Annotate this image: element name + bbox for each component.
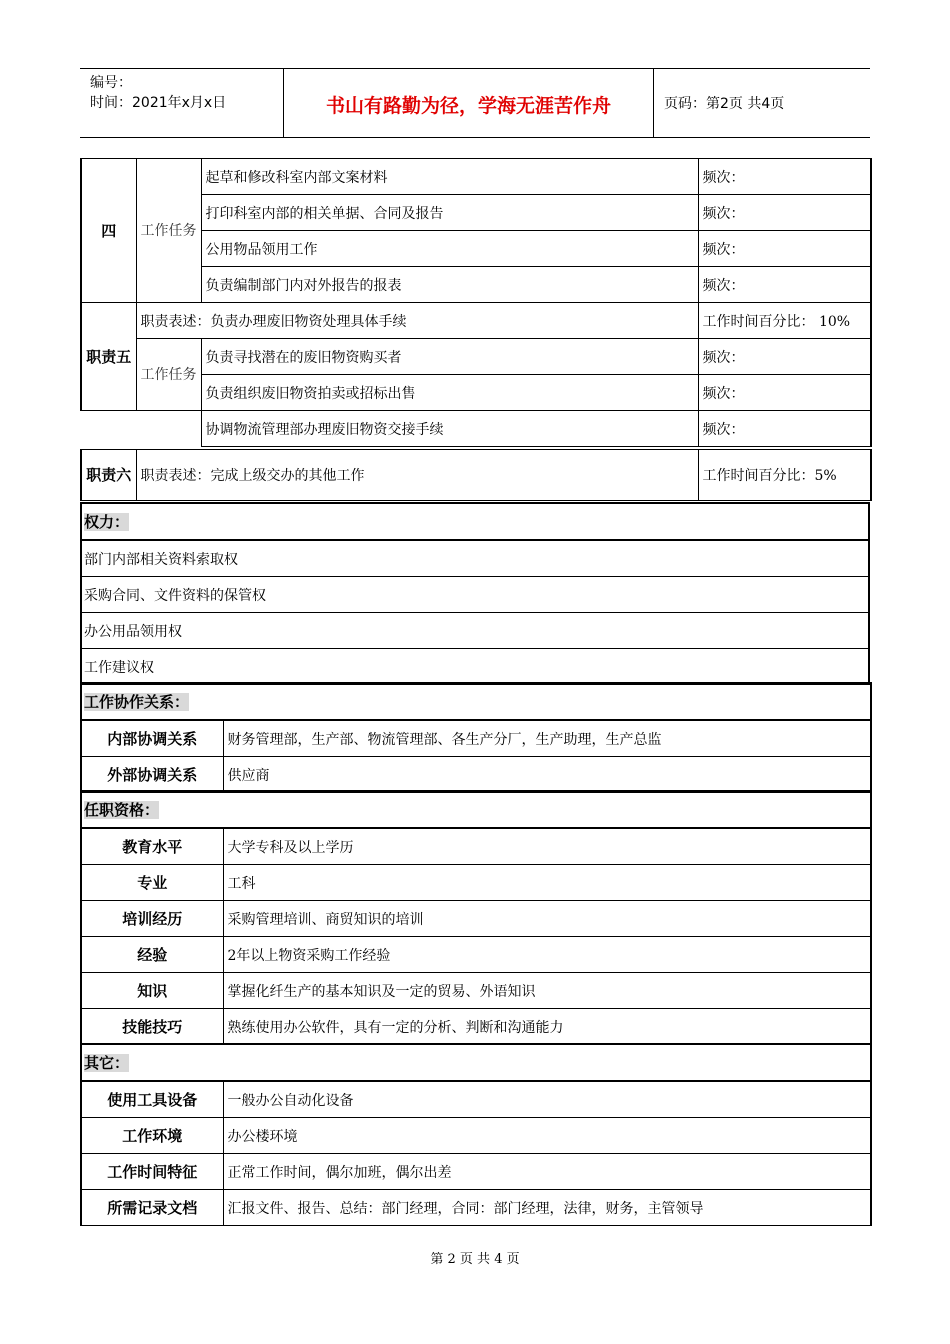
- section-title: 任职资格：: [84, 801, 160, 819]
- header-motto: 书山有路勤为径，学海无涯苦作舟: [325, 95, 611, 117]
- section-header: [81, 1044, 871, 1081]
- field-value: 采购管理培训、商贸知识的培训: [223, 901, 871, 937]
- task-frequency: 频次：: [698, 339, 871, 375]
- field-label: 知识: [81, 973, 223, 1009]
- field-label: 外部协调关系: [81, 757, 223, 793]
- duty-six-table: [80, 449, 872, 501]
- duty-time-percent: 工作时间百分比：5%: [698, 450, 871, 501]
- task-frequency: 频次：: [698, 159, 871, 195]
- authority-item: 办公用品领用权: [81, 613, 869, 649]
- task-frequency: 频次：: [698, 375, 871, 411]
- field-value: 2年以上物资采购工作经验: [223, 937, 871, 973]
- page-footer: 第 2 页 共 4 页: [430, 1252, 520, 1267]
- field-label: 工作时间特征: [81, 1154, 223, 1190]
- header-meta: [90, 73, 226, 113]
- duty-label: 职责五: [81, 303, 136, 411]
- duty-number: 四: [81, 159, 136, 303]
- table-row: [81, 303, 871, 339]
- duties-table: [80, 158, 872, 447]
- table-row: [81, 901, 871, 937]
- duty-description: 职责表述：负责办理废旧物资处理具体手续: [136, 303, 698, 339]
- number-label: 编号：: [90, 75, 132, 91]
- field-value: 熟练使用办公软件，具有一定的分析、判断和沟通能力: [223, 1009, 871, 1045]
- table-row: [81, 159, 871, 195]
- field-label: 经验: [81, 937, 223, 973]
- table-row: [81, 613, 869, 649]
- field-label: 工作环境: [81, 1118, 223, 1154]
- field-label: 教育水平: [81, 828, 223, 865]
- section-header: [81, 683, 871, 720]
- duty-label: 职责六: [81, 450, 136, 501]
- task-text: 起草和修改科室内部文案材料: [201, 159, 698, 195]
- section-title: 工作协作关系：: [84, 693, 190, 711]
- field-label: 使用工具设备: [81, 1081, 223, 1118]
- table-row: [81, 1118, 871, 1154]
- task-label: 工作任务: [136, 159, 201, 303]
- table-row: [81, 1190, 871, 1226]
- task-text: 打印科室内部的相关单据、合同及报告: [201, 195, 698, 231]
- table-row: [81, 577, 869, 613]
- task-frequency: 频次：: [698, 195, 871, 231]
- table-row: [81, 1154, 871, 1190]
- field-value: 办公楼环境: [223, 1118, 871, 1154]
- empty-cell: [81, 411, 201, 447]
- other-table: [80, 1043, 872, 1226]
- section-title: 其它：: [84, 1054, 130, 1072]
- field-value: 一般办公自动化设备: [223, 1081, 871, 1118]
- task-text: 公用物品领用工作: [201, 231, 698, 267]
- table-row: [81, 937, 871, 973]
- qualification-table: [80, 790, 872, 1045]
- authority-item: 部门内部相关资料索取权: [81, 540, 869, 577]
- authority-item: 采购合同、文件资料的保管权: [81, 577, 869, 613]
- section-title: 权力：: [84, 513, 130, 531]
- field-label: 专业: [81, 865, 223, 901]
- task-text: 负责寻找潜在的废旧物资购买者: [201, 339, 698, 375]
- table-row: [81, 1081, 871, 1118]
- field-value: 供应商: [223, 757, 871, 793]
- table-row: [81, 720, 871, 757]
- table-row: [81, 757, 871, 793]
- field-value: 掌握化纤生产的基本知识及一定的贸易、外语知识: [223, 973, 871, 1009]
- task-text: 负责编制部门内对外报告的报表: [201, 267, 698, 303]
- table-row: [81, 973, 871, 1009]
- table-row: [81, 649, 869, 685]
- field-label: 所需记录文档: [81, 1190, 223, 1226]
- table-row: [81, 828, 871, 865]
- field-label: 培训经历: [81, 901, 223, 937]
- task-text: 协调物流管理部办理废旧物资交接手续: [201, 411, 698, 447]
- relations-table: [80, 682, 872, 793]
- task-label: 工作任务: [136, 339, 201, 411]
- authority-table: [80, 502, 870, 685]
- field-value: 财务管理部，生产部、物流管理部、各生产分厂，生产助理，生产总监: [223, 720, 871, 757]
- task-frequency: 频次：: [698, 231, 871, 267]
- table-row: [81, 411, 871, 447]
- field-value: 大学专科及以上学历: [223, 828, 871, 865]
- table-row: [81, 540, 869, 577]
- table-row: [81, 450, 871, 501]
- task-text: 负责组织废旧物资拍卖或招标出售: [201, 375, 698, 411]
- task-frequency: 频次：: [698, 267, 871, 303]
- section-header: [81, 503, 869, 540]
- page-header: [80, 68, 870, 138]
- table-row: [81, 865, 871, 901]
- field-value: 工科: [223, 865, 871, 901]
- field-label: 内部协调关系: [81, 720, 223, 757]
- section-header: [81, 791, 871, 828]
- duty-time-percent: 工作时间百分比： 10%: [698, 303, 871, 339]
- field-label: 技能技巧: [81, 1009, 223, 1045]
- table-row: [81, 1009, 871, 1045]
- date-label: 时间：2021年x月x日: [90, 95, 227, 111]
- field-value: 正常工作时间，偶尔加班，偶尔出差: [223, 1154, 871, 1190]
- duty-description: 职责表述：完成上级交办的其他工作: [136, 450, 698, 501]
- table-row: [81, 339, 871, 375]
- header-page-label: 页码：第2页 共4页: [664, 96, 785, 112]
- authority-item: 工作建议权: [81, 649, 869, 685]
- task-frequency: 频次：: [698, 411, 871, 447]
- field-value: 汇报文件、报告、总结：部门经理，合同：部门经理，法律，财务，主管领导: [223, 1190, 871, 1226]
- header-divider: [653, 69, 654, 137]
